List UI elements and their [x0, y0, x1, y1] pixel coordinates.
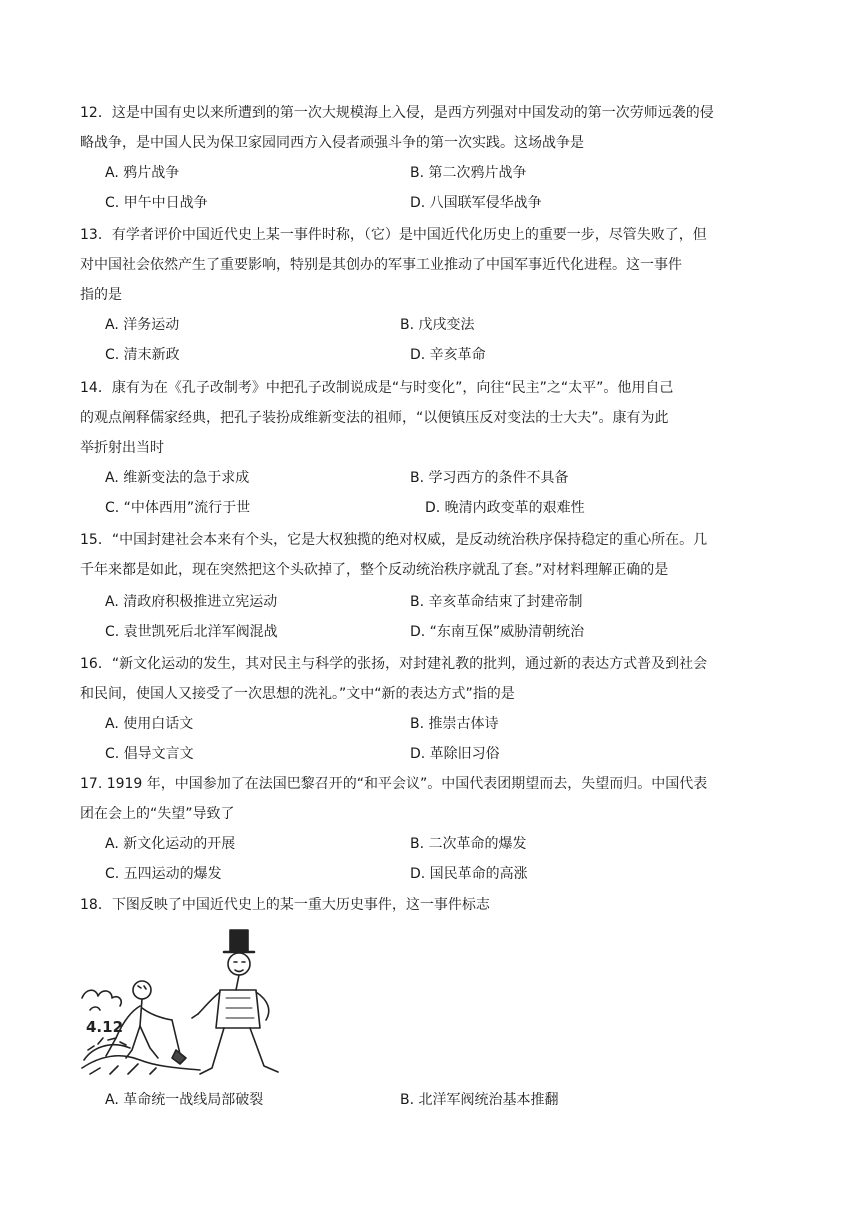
option-a[interactable]: A. 清政府积极推进立宪运动 — [105, 594, 278, 610]
question-13 — [80, 220, 770, 310]
option-d[interactable]: D. 国民革命的高涨 — [410, 866, 528, 882]
option-b[interactable]: B. 戊戌变法 — [400, 317, 475, 333]
question-text-line: 18．下图反映了中国近代史上的某一重大历史事件，这一事件标志 — [80, 897, 490, 913]
option-d[interactable]: D. 八国联军侵华战争 — [410, 195, 542, 211]
option-b[interactable]: B. 推崇古体诗 — [410, 716, 499, 732]
question-text-line: 略战争，是中国人民为保卫家园同西方入侵者顽强斗争的第一次实践。这场战争是 — [80, 135, 584, 151]
question-text-line: 13．有学者评价中国近代史上某一事件时称，（它）是中国近代化历史上的重要一步，尽管失败了，但 — [80, 227, 707, 243]
question-text-line: 16．“新文化运动的发生，其对民主与科学的张扬，对封建礼教的批判，通过新的表达方式普及到社会 — [80, 656, 708, 672]
cartoon-label: 4.12 — [86, 1018, 124, 1036]
option-a[interactable]: A. 革命统一战线局部破裂 — [105, 1092, 264, 1108]
question-text-line: 15．“中国封建社会本来有个头，它是大权独揽的绝对权威，是反动统治秩序保持稳定的重心所在。几 — [80, 532, 708, 548]
question-14 — [80, 373, 770, 463]
question-text-line: 千年来都是如此，现在突然把这个头砍掉了，整个反动统治秩序就乱了套。”对材料理解正确的是 — [80, 562, 669, 578]
option-b[interactable]: B. 二次革命的爆发 — [410, 836, 527, 852]
option-d[interactable]: D. 辛亥革命 — [410, 347, 486, 363]
option-b[interactable]: B. 辛亥革命结束了封建帝制 — [410, 594, 583, 610]
question-text-line: 团在会上的“失望”导致了 — [80, 806, 235, 822]
question-text-line: 指的是 — [80, 287, 122, 303]
option-c[interactable]: C. 倡导文言文 — [105, 746, 194, 762]
option-c[interactable]: C. 五四运动的爆发 — [105, 866, 222, 882]
option-a[interactable]: A. 新文化运动的开展 — [105, 836, 236, 852]
option-c[interactable]: C. 甲午中日战争 — [105, 195, 208, 211]
historical-cartoon-image — [80, 928, 290, 1080]
question-text-line: 17. 1919 年，中国参加了在法国巴黎召开的“和平会议”。中国代表团期望而去，失望而归。中国代表 — [80, 776, 708, 792]
option-c[interactable]: C. 清末新政 — [105, 347, 180, 363]
option-d[interactable]: D. “东南互保”威胁清朝统治 — [410, 624, 585, 640]
question-text-line: 和民间，使国人又接受了一次思想的洗礼。”文中“新的表达方式”指的是 — [80, 686, 515, 702]
option-b[interactable]: B. 第二次鸦片战争 — [410, 165, 527, 181]
question-15 — [80, 525, 770, 585]
question-text-line: 12．这是中国有史以来所遭到的第一次大规模海上入侵，是西方列强对中国发动的第一次劳师远袭的侵 — [80, 105, 714, 121]
option-d[interactable]: D. 革除旧习俗 — [410, 746, 500, 762]
question-text-line: 14．康有为在《孔子改制考》中把孔子改制说成是“与时变化”，向往“民主”之“太平”。他用自己 — [80, 380, 674, 396]
question-12 — [80, 98, 770, 158]
option-d[interactable]: D. 晚清内政变革的艰难性 — [425, 500, 585, 516]
option-b[interactable]: B. 北洋军阀统治基本推翻 — [400, 1092, 559, 1108]
option-c[interactable]: C. 袁世凯死后北洋军阀混战 — [105, 624, 278, 640]
question-text-line: 对中国社会依然产生了重要影响，特别是其创办的军事工业推动了中国军事近代化进程。这一事件 — [80, 257, 682, 273]
option-a[interactable]: A. 洋务运动 — [105, 317, 180, 333]
option-c[interactable]: C. “中体西用”流行于世 — [105, 500, 251, 516]
option-a[interactable]: A. 维新变法的急于求成 — [105, 470, 250, 486]
option-a[interactable]: A. 使用白话文 — [105, 716, 194, 732]
option-a[interactable]: A. 鸦片战争 — [105, 165, 180, 181]
question-16 — [80, 649, 770, 709]
question-18 — [80, 890, 770, 920]
question-text-line: 举折射出当时 — [80, 440, 164, 456]
option-b[interactable]: B. 学习西方的条件不具备 — [410, 470, 569, 486]
question-17 — [80, 769, 770, 829]
question-text-line: 的观点阐释儒家经典，把孔子装扮成维新变法的祖师，“以便镇压反对变法的士大夫”。康有为此 — [80, 410, 669, 426]
